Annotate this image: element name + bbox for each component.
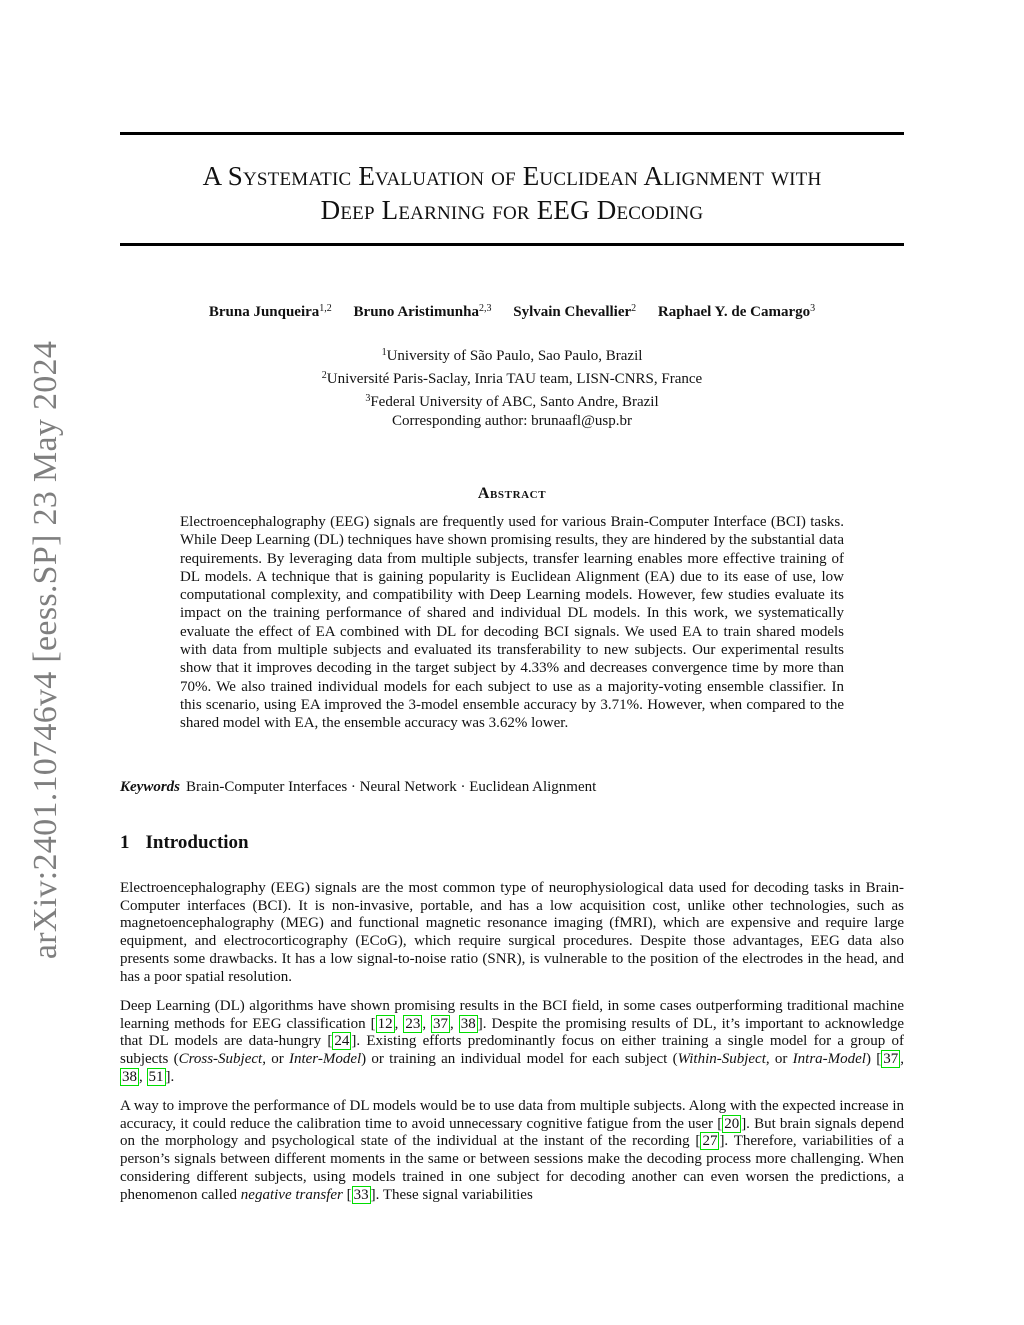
citation-link[interactable]: 24 [334, 1033, 350, 1050]
emphasis-term: Inter-Model [288, 1051, 362, 1068]
affiliation-text: University of São Paulo, Sao Paulo, Brazil [386, 348, 643, 364]
paragraph-text: ) or training an individual model for each subject ( [361, 1051, 678, 1068]
paragraph-text: [ [342, 1186, 352, 1203]
author [658, 304, 815, 320]
citation-link[interactable]: 12 [377, 1015, 393, 1032]
author-affiliation-mark: 2 [631, 303, 637, 314]
author-name: Sylvain Chevallier [513, 304, 632, 320]
affiliation-mark: 1 [381, 347, 387, 358]
citation-link[interactable]: 37 [883, 1051, 899, 1068]
paragraph-text: ]. Therefore, variabilities of a person’s signals between different moments in the same or between sessions make the decoding process more challenging. When considering different subjects, using models trained in one subject for decoding another can even worsen the predictions, a phenomenon called [120, 1133, 905, 1203]
author [209, 304, 332, 320]
intro-paragraph-1: Electroencephalography (EEG) signals are the most common type of neurophysiological data used for decoding tasks in Brain-Computer interfaces (BCI). It is non-invasive, portable, and has a low acquisition cost, unlike other technologies, such as magnetoencephalography (MEG) and functional magnetic resonance imaging (fMRI), which are expensive and require large equipment, and electrocorticography (ECoG), which require surgical procedures. Despite those advantages, EEG data also presents some drawbacks. It has a low signal-to-noise ratio (SNR), is vulnerable to the position of the electrodes in the head, and has a poor spatial resolution. [120, 880, 904, 985]
title-rule-top [120, 132, 904, 135]
corresponding-author: Corresponding author: brunaafl@usp.br [391, 413, 632, 429]
emphasis-term: Intra-Model [792, 1051, 866, 1068]
abstract-text: Electroencephalography (EEG) signals are frequently used for various Brain-Computer Interface (BCI) tasks. While Deep Learning (DL) techniques have shown promising results, they are hindered by the substantial data requirements. By leveraging data from multiple subjects, transfer learning enables more effective training of DL models. A technique that is gaining popularity is Euclidean Alignment (EA) due to its ease of use, low computational complexity, and compatibility with Deep Learning models. However, few studies evaluate its impact on the training performance of shared and individual DL models. In this work, we systematically evaluate the effect of EA combined with DL for decoding BCI signals. We used EA to train shared models with data from multiple subjects and evaluated its transferability to new subjects. Our experimental results show that it improves decoding in the target subject by 4.33% and decreases convergence time by more than 70%. We also trained individual models for each subject to use as a majority-voting ensemble classifier. In this scenario, using EA improved the 3-model ensemble accuracy by 3.71%. However, when compared to the shared model with EA, the ensemble accuracy was 3.62% lower. [180, 514, 844, 732]
section-number: 1 [120, 832, 130, 853]
affiliation [120, 343, 904, 366]
citation-link[interactable]: 38 [122, 1068, 137, 1085]
citation-link[interactable]: 20 [724, 1115, 740, 1132]
affiliation-mark: 2 [321, 370, 327, 381]
keywords-label: Keywords [120, 779, 180, 795]
keywords [120, 779, 904, 796]
author [354, 304, 492, 320]
affiliation-text: Université Paris-Saclay, Inria TAU team, LISN-CNRS, France [326, 371, 703, 387]
author-name: Bruna Junqueira [208, 304, 320, 320]
affiliation-list [120, 343, 904, 431]
paragraph-text: , or [262, 1051, 289, 1068]
citation-link[interactable]: 27 [702, 1133, 718, 1150]
title-rule-bottom [120, 243, 904, 246]
author-list [120, 303, 904, 321]
paragraph-text: ]. [165, 1068, 175, 1085]
author-name: Raphael Y. de Camargo [657, 304, 811, 320]
paper-title-line-1: A Systematic Evaluation of Euclidean Alignment with [202, 161, 822, 191]
author-affiliation-mark: 1,2 [319, 303, 332, 314]
arxiv-stamp: arXiv:2401.10746v4 [eess.SP] 23 May 2024 [27, 340, 64, 960]
section-heading-introduction [120, 832, 249, 854]
author-name: Bruno Aristimunha [353, 304, 479, 320]
paragraph-text: ]. Despite the promising results of DL, it’s important to acknowledge that DL models are data-hungry [ [120, 1015, 905, 1050]
citation-link[interactable]: 23 [405, 1015, 421, 1032]
paragraph-text: ) [ [865, 1051, 882, 1068]
intro-paragraph-3 [120, 1098, 904, 1204]
author [513, 304, 636, 320]
keywords-text: Brain-Computer Interfaces · Neural Network · Euclidean Alignment [186, 779, 597, 795]
author-affiliation-mark: 3 [810, 303, 816, 314]
section-title: Introduction [145, 832, 249, 853]
affiliation-text: Federal University of ABC, Santo Andre, Brazil [370, 394, 659, 410]
paragraph-text: Deep Learning (DL) algorithms have shown promising results in the BCI field, in some cases outperforming traditional machine learning methods for EEG classification [ [120, 998, 904, 1032]
abstract-heading: Abstract [477, 485, 547, 502]
paragraph-text: ]. Existing efforts predominantly focus on either training a single model for a group of subjects ( [120, 1033, 904, 1068]
citation-link[interactable]: 51 [148, 1068, 164, 1085]
emphasis-term: negative transfer [240, 1186, 343, 1203]
affiliation [120, 366, 904, 389]
paragraph-text: , or [765, 1051, 793, 1068]
intro-paragraph-2: Deep Learning (DL) algorithms have shown promising results in the BCI field, in some cases outperforming traditional machine learning methods for EEG classification [ 12 , 23 , 37 , 38 ]. Despite the promising results of DL, it’s important to acknowledge that DL models are data-hungry [ 24 ]. Existing efforts predominantly focus on either training a single model for a group of subjects (Cross-Subject, or Inter-Model) or training an individual model for each subject (Within-Subject, or Intra-Model) [ 37 , 38 , 51 ]. [120, 998, 905, 1085]
citation-link[interactable]: 33 [353, 1186, 369, 1203]
citation-link[interactable]: 37 [433, 1015, 449, 1032]
emphasis-term: Within-Subject [677, 1051, 766, 1068]
affiliation [120, 389, 904, 412]
affiliation-mark: 3 [365, 393, 371, 404]
author-affiliation-mark: 2,3 [479, 303, 492, 314]
paragraph-text: ]. But brain signals depend on the morphology and psychological state of the individual at the instant of the recording [ [120, 1115, 904, 1150]
emphasis-term: Cross-Subject [178, 1051, 263, 1068]
paragraph-text: A way to improve the performance of DL models would be to use data from multiple subjects. Along with the expected increase in accuracy, it could reduce the calibration time to avoid unnecessary cognitive fatigue from the user [ [120, 1098, 904, 1132]
paper-title-line-2: Deep Learning for EEG Decoding [320, 195, 704, 225]
paragraph-text: ]. These signal variabilities [370, 1186, 533, 1203]
citation-link[interactable]: 38 [460, 1015, 476, 1032]
